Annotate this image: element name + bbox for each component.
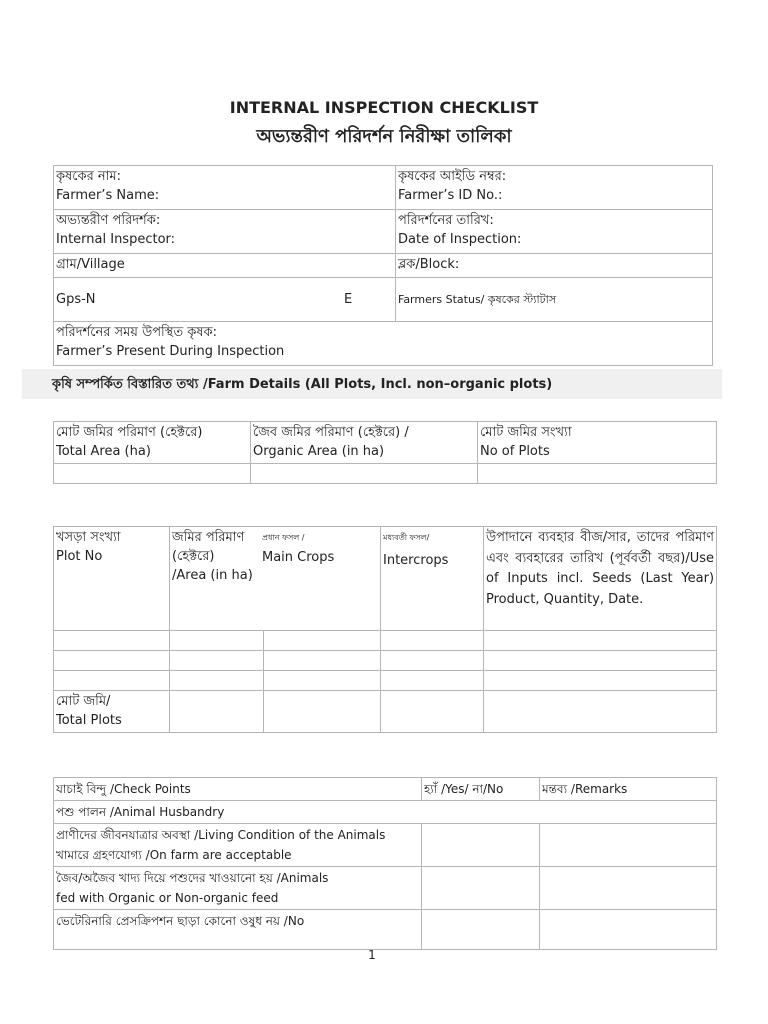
veterinary-prescription-check-point	[54, 910, 422, 950]
farmer-id-field[interactable]	[396, 166, 713, 210]
farmer-status-label: Farmers Status/ কৃষকের স্ট্যাটাস	[398, 293, 557, 306]
total-area-cell[interactable]	[170, 691, 264, 733]
living-condition-line-2: খামারে গ্রহণযোগ্য /On farm are acceptable	[56, 848, 292, 862]
plot-row-1-area[interactable]	[170, 631, 264, 651]
no-of-plots-input-cell[interactable]	[478, 464, 717, 484]
inspection-date-label-en: Date of Inspection:	[398, 232, 522, 247]
total-area-header-bn: মোট জমির পরিমাণ (হেক্টরে)	[56, 425, 203, 440]
plot-row-2-main-crop[interactable]	[264, 651, 381, 671]
internal-inspector-field[interactable]	[54, 210, 396, 254]
inspector-label-en: Internal Inspector:	[56, 232, 176, 247]
farmer-status-field[interactable]	[396, 278, 713, 322]
page-number: 1	[368, 948, 376, 962]
plot-row-2-intercrop[interactable]	[381, 651, 484, 671]
farmer-present-label-bn: পরিদর্শনের সময় উপস্থিত কৃষক:	[56, 325, 217, 340]
plot-no-header-bn: খসড়া সংখ্যা	[56, 530, 121, 545]
total-inputs-cell[interactable]	[484, 691, 717, 733]
area-header-bn-unit: (হেক্টরে)	[172, 549, 215, 564]
organic-area-header-en: Organic Area (in ha)	[253, 444, 385, 459]
plot-row-1-intercrop[interactable]	[381, 631, 484, 651]
animal-feed-check-point	[54, 867, 422, 910]
block-label: ব্লক/Block:	[398, 257, 460, 272]
remarks-header: মন্তব্য /Remarks	[540, 778, 717, 801]
intercrop-header-en: Intercrops	[383, 553, 449, 568]
plot-row-2-area[interactable]	[170, 651, 264, 671]
gps-n-label: Gps-N	[56, 292, 96, 307]
farmer-id-label-en: Farmer’s ID No.:	[398, 188, 503, 203]
intercrop-header	[381, 527, 484, 631]
plot-row-3-plot-no[interactable]	[54, 671, 170, 691]
no-of-plots-header	[478, 422, 717, 464]
plot-no-header	[54, 527, 170, 631]
organic-area-header	[251, 422, 478, 464]
living-condition-line-1: প্রাণীদের জীবনযাত্রার অবস্থা /Living Condition of the Animals	[56, 828, 386, 842]
farm-details-heading-text: কৃষি সম্পর্কিত বিস্তারিত তথ্য /Farm Details (All Plots, Incl. non–organic plots)	[52, 377, 553, 392]
area-and-main-crop-header	[170, 527, 381, 631]
plot-row-1-inputs[interactable]	[484, 631, 717, 651]
farmer-info-table	[53, 165, 713, 366]
area-header-bn: জমির পরিমাণ	[172, 530, 245, 545]
veterinary-remarks[interactable]	[540, 910, 717, 950]
plot-row-3-area[interactable]	[170, 671, 264, 691]
total-plots-label-en: Total Plots	[56, 713, 122, 728]
total-plots-label	[54, 691, 170, 733]
inspection-date-field[interactable]	[396, 210, 713, 254]
total-intercrop-cell[interactable]	[381, 691, 484, 733]
animal-feed-line-2: fed with Organic or Non-organic feed	[56, 891, 279, 905]
inspection-date-label-bn: পরিদর্শনের তারিখ:	[398, 213, 494, 228]
gps-field[interactable]	[54, 278, 396, 322]
farmer-name-label-bn: কৃষকের নাম:	[56, 169, 121, 184]
animal-feed-remarks[interactable]	[540, 867, 717, 910]
check-points-header: যাচাই বিন্দু /Check Points	[54, 778, 422, 801]
no-of-plots-header-en: No of Plots	[480, 444, 550, 459]
inputs-header: উপাদানে ব্যবহার বীজ/সার, তাদের পরিমাণ এবং ব্যবহারের তারিখ (পূর্ববর্তী বছর)/Use of Inputs incl. Seeds (Last Year) Product, Quantity, Date.	[484, 527, 717, 631]
inspector-label-bn: অভ্যন্তরীণ পরিদর্শক:	[56, 213, 161, 228]
living-condition-yes-no[interactable]	[422, 824, 540, 867]
form-title-english: INTERNAL INSPECTION CHECKLIST	[229, 98, 539, 117]
farm-details-section-heading	[22, 369, 722, 399]
living-condition-check-point	[54, 824, 422, 867]
farmer-present-field[interactable]	[54, 322, 713, 366]
main-crop-header-en: Main Crops	[262, 550, 335, 565]
area-header-en: /Area (in ha)	[172, 568, 253, 583]
veterinary-line-1: ভেটেরিনারি প্রেসক্রিপশন ছাড়া কোনো ওষুধ নয় /No	[56, 914, 305, 928]
animal-feed-line-1: জৈব/অজৈব খাদ্য দিয়ে পশুদের খাওয়ানো হয় /Animals	[56, 871, 329, 885]
plot-details-table	[53, 526, 717, 733]
farmer-present-label-en: Farmer’s Present During Inspection	[56, 344, 285, 359]
living-condition-remarks[interactable]	[540, 824, 717, 867]
plot-row-2-plot-no[interactable]	[54, 651, 170, 671]
total-main-crop-cell[interactable]	[264, 691, 381, 733]
farmer-id-label-bn: কৃষকের আইডি নম্বর:	[398, 169, 507, 184]
gps-e-label: E	[344, 292, 353, 307]
organic-area-input-cell[interactable]	[251, 464, 478, 484]
farm-area-table	[53, 421, 717, 484]
form-title-bengali: অভ্যন্তরীণ পরিদর্শন নিরীক্ষা তালিকা	[256, 126, 512, 147]
village-label: গ্রাম/Village	[56, 257, 125, 272]
plot-row-3-main-crop[interactable]	[264, 671, 381, 691]
plot-row-2-inputs[interactable]	[484, 651, 717, 671]
main-crop-header-bn: প্রধান ফসল /	[262, 533, 305, 542]
total-area-header-en: Total Area (ha)	[56, 444, 151, 459]
veterinary-yes-no[interactable]	[422, 910, 540, 950]
check-points-table	[53, 777, 717, 950]
plot-row-1-main-crop[interactable]	[264, 631, 381, 651]
farmer-name-label-en: Farmer’s Name:	[56, 188, 160, 203]
yes-no-header: হ্যাঁ /Yes/ না/No	[422, 778, 540, 801]
plot-row-3-intercrop[interactable]	[381, 671, 484, 691]
plot-row-3-inputs[interactable]	[484, 671, 717, 691]
plot-no-header-en: Plot No	[56, 549, 103, 564]
block-field[interactable]	[396, 254, 713, 278]
total-plots-label-bn: মোট জমি/	[56, 694, 111, 709]
total-area-header	[54, 422, 251, 464]
organic-area-header-bn: জৈব জমির পরিমাণ (হেক্টরে) /	[253, 425, 409, 440]
animal-husbandry-row: পশু পালন /Animal Husbandry	[54, 801, 717, 824]
no-of-plots-header-bn: মোট জমির সংখ্যা	[480, 425, 572, 440]
village-field[interactable]	[54, 254, 396, 278]
total-area-input-cell[interactable]	[54, 464, 251, 484]
plot-row-1-plot-no[interactable]	[54, 631, 170, 651]
animal-feed-yes-no[interactable]	[422, 867, 540, 910]
intercrop-header-bn: মধ্যবর্তী ফসল/	[383, 533, 430, 542]
farmer-name-field[interactable]	[54, 166, 396, 210]
